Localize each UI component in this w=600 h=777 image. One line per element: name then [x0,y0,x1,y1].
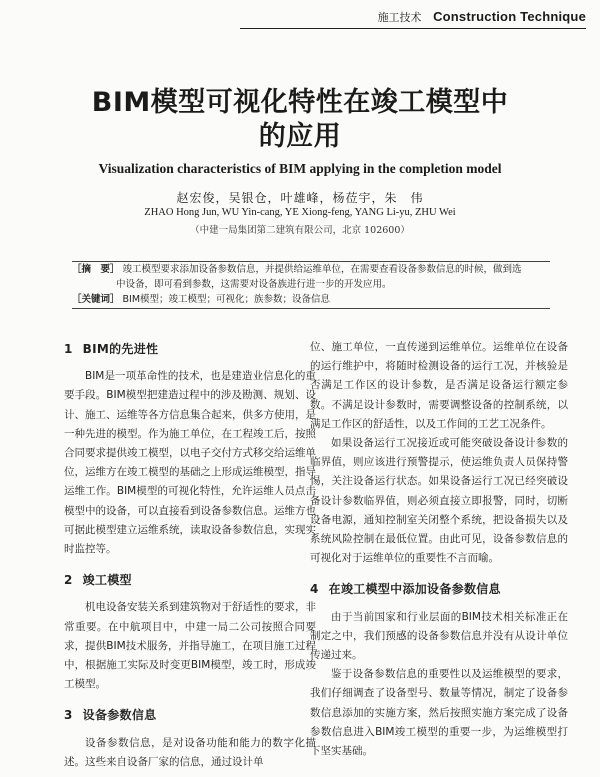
paper-title-en: Visualization characteristics of BIM applying in the completion model [98,161,502,176]
title-line-1: BIM模型可视化特性在竣工模型中 [91,87,509,118]
section-4-paragraph-1: 由于当前国家和行业层面的BIM技术相关标准正在制定之中，我们预感的设备参数信息并没有从设计单位传递过来。 [310,610,568,662]
section-3-paragraph: 设备参数信息，是对设备功能和能力的数字化描述。这些来自设备厂家的信息，通过设计单 [64,736,316,768]
section-3-heading [64,706,316,725]
affiliation: （中建一局集团第二建筑有限公司，北京 102600） [190,225,410,236]
running-header [240,6,586,29]
abstract-row-2 [72,277,550,292]
section-number: 2 [64,573,73,588]
abstract-label: ［摘 要］ [72,264,120,275]
section-number: 4 [310,582,319,597]
section-title: 竣工模型 [82,573,132,588]
section-2-heading [64,571,316,590]
title-line-2: 的应用 [258,121,342,152]
abstract-row [72,262,550,277]
section-3-paragraph-2: 如果设备运行工况接近或可能突破设备设计参数的临界值，则应该进行预警提示，使运维负责人员保持警惕，关注设备运行状态。如果设备运行工况已经突破设备设计参数临界值，则必须直接立即报警，同时，切断设备电源，通知控制室关闭整个系统，把设备损失以及系统风险控制在最低位置。由此可见，设备参数信息的可视化对于运维单位的重要性不言而喻。 [310,437,568,565]
authors-cn: 赵宏俊，吴银仓，叶雄峰，杨莅宇，朱 伟 [176,191,424,205]
section-number: 1 [64,342,73,356]
section-4-paragraph-2: 鉴于设备参数信息的重要性以及运维模型的要求，我们仔细调查了设备型号、数量等情况，制定了设备参数信息添加的实施方案，然后按照实施方案完成了设备参数信息进入BIM竣工模型的重要一步，为运维模型打下坚实基础。 [310,668,568,758]
section-4-heading [310,580,568,599]
section-3-continuation: 位、施工单位，一直传递到运维单位。运维单位在设备的运行维护中，将随时检测设备的运行工况，并核验是否满足工作区的设计参数，是否满足设备运行额定参数。不满足设计参数时，需要调整设备的控制系统，以满足工作区的舒适性，以及工作间的工艺工况条件。 [310,341,568,430]
section-title: 设备参数信息 [82,708,157,723]
section-title: BIM的先进性 [82,342,159,356]
section-title: 在竣工模型中添加设备参数信息 [328,582,501,597]
section-2-paragraph: 机电设备安装关系到建筑物对于舒适性的要求，非常重要。在中航项目中，中建一局二公司按照合同要求，提供BIM技术服务，并指导施工，在项目施工过程中，根据施工实际及时变更BIM模型，竣工时，形成竣工模型。 [64,601,316,691]
keywords-text: BIM模型；竣工模型；可视化；族参数；设备信息 [122,294,331,305]
section-1-heading [64,340,316,359]
right-column [310,338,568,761]
section-label-cn: 施工技术 [377,11,422,24]
abstract-line-1: 竣工模型要求添加设备参数信息，并提供给运维单位，在需要查看设备参数信息的时候，做到选 [122,264,522,275]
section-number: 3 [64,708,73,723]
keywords-label: ［关键词］ [72,294,120,305]
paper-title-cn [0,86,600,154]
authors-en: ZHAO Hong Jun, WU Yin-cang, YE Xiong-feng, YANG Li-yu, ZHU Wei [144,207,456,218]
section-1-paragraph: BIM是一项革命性的技术，也是建造业信息化的重要手段。BIM模型把建造过程中的涉及勘测、规划、设计、施工、运维等各方信息集合起来，供多方使用，是一种先进的模型。作为施工单位，在工程竣工后，按照合同要求提供竣工模型，以电子交付方式移交给运维单位，运维方在竣工模型的基础之上形成运维模型，指导运维工作。BIM模型的可视化特性，允许运维人员点击模型中的设备，可以直接看到设备参数信息。运维方也可据此模型建立运维系统，读取设备参数信息，实现实时监控等。 [64,370,316,556]
keywords-row [72,292,550,307]
abstract-box [72,261,550,309]
left-column [64,340,316,772]
abstract-line-2: 中设备，即可看到参数，这需要对设备族进行进一步的开发应用。 [116,279,392,290]
section-label-en: Construction Technique [433,9,586,24]
